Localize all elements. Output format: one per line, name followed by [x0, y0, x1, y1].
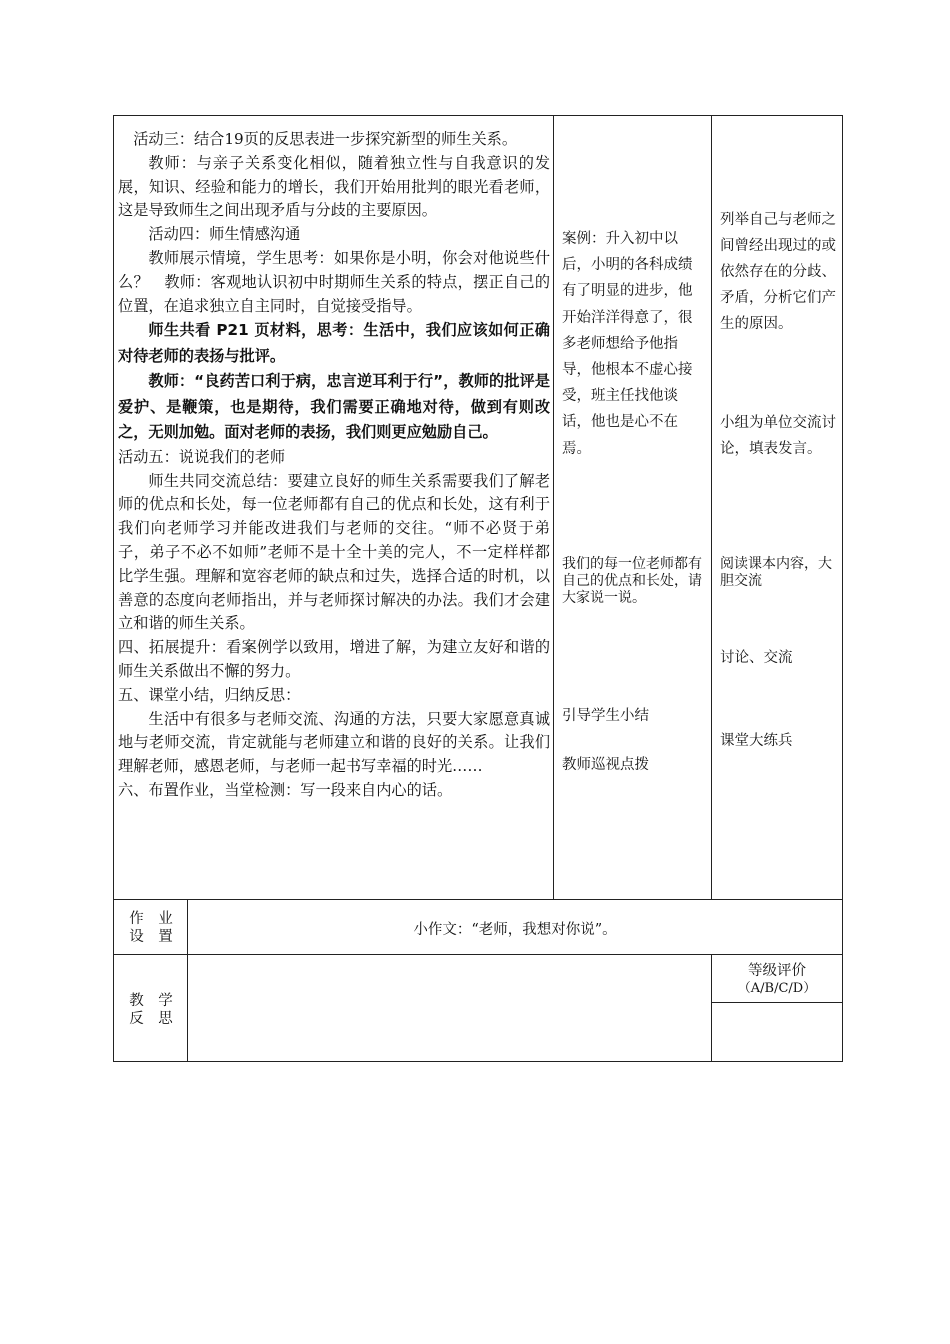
activity-five-heading: 活动五：说说我们的老师 [118, 447, 286, 466]
teacher-text-1: 教师：与亲子关系变化相似，随着独立性与自我意识的发展，知识、经验和能力的增长，我们开始用批判的眼光看老师，这是导致师生之间出现矛盾与分歧的主要原因。 [118, 153, 550, 220]
table-border-right [842, 115, 843, 1062]
grade-label: 等级评价 [748, 963, 806, 979]
case-study-text: 案例：升入初中以后，小明的各科成绩有了明显的进步，他开始洋洋得意了，很多老师想给予他指导，他根本不虚心接受，班主任找他谈话，他也是心不在焉。 [562, 231, 693, 457]
homework-label-line1: 作 业 [129, 911, 173, 927]
grade-divider [711, 1002, 843, 1003]
extension-section: 四、拓展提升：看案例学以致用，增进了解，为建立友好和谐的师生关系做出不懈的努力。 [118, 638, 550, 681]
col-divider-main [553, 115, 554, 900]
guide-summary-text: 引导学生小结 [562, 708, 649, 724]
summary-discussion-text: 师生共同交流总结：要建立良好的师生关系需要我们了解老师的优点和长处，每一位老师都有自己的优点和长处，这有利于我们向老师学习并能改进我们与老师的交往。“师不必贤于弟子，弟子不必不如师”老师不是十全十美的完人，不一定样样都比学生强。理解和宽容老师的缺点和过失，选择合适的时机，以善意的态度向老师指出，并与老师探讨解决的办法。我们才会建立和谐的师生关系。 [118, 471, 550, 633]
student-list-text: 列举自己与老师之间曾经出现过的或依然存在的分歧、矛盾，分析它们产生的原因。 [720, 212, 836, 332]
table-divider-reflection [113, 954, 843, 955]
student-practice-text: 课堂大练兵 [720, 733, 793, 749]
grade-evaluation [712, 963, 842, 997]
homework-label [115, 910, 187, 946]
teacher-scenario-text: 教师展示情境，学生思考：如果你是小明，你会对他说些什么？ 教师：客观地认识初中时期师生关系的特点，摆正自己的位置，在追求独立自主同时，自觉接受指导。 [118, 248, 550, 315]
activity-three-heading: 活动三：结合19页的反思表进一步探究新型的师生关系。 [133, 130, 518, 148]
class-summary-text: 生活中有很多与老师交流、沟通的方法，只要大家愿意真诚地与老师交流，肯定就能与老师建立和谐的良好的关系。让我们理解老师，感恩老师，与老师一起书写幸福的时光…… [118, 709, 550, 776]
activity-four-heading: 活动四：师生情感沟通 [148, 225, 301, 244]
reflection-label-line1: 教 学 [129, 993, 173, 1009]
col-divider-teacher [711, 115, 712, 900]
material-question-text: 师生共看 P21 页材料，思考：生活中，我们应该如何正确对待老师的表扬与批评。 [118, 321, 550, 365]
table-border-bottom [113, 1061, 843, 1062]
teacher-patrol-text: 教师巡视点拨 [562, 757, 649, 773]
table-border-top [113, 115, 843, 116]
student-group-text: 小组为单位交流讨论，填表发言。 [720, 415, 836, 457]
teaching-process-column [118, 128, 550, 803]
reflection-label-line2: 反 思 [129, 1011, 173, 1027]
homework-label-line2: 设 置 [129, 929, 173, 945]
teacher-prompt-text: 我们的每一位老师都有自己的优点和长处，请大家说一说。 [562, 556, 702, 606]
table-divider-homework [113, 899, 843, 900]
grade-options: （A/B/C/D） [737, 981, 817, 996]
table-border-left [113, 115, 114, 1062]
teacher-quote-text: 教师：“良药苦口利于病，忠言逆耳利于行”，教师的批评是爱护、是鞭策，也是期待，我们需要正确地对待，做到有则改之，无则加勉。面对老师的表扬，我们则更应勉励自己。 [118, 372, 550, 442]
class-summary-heading: 五、课堂小结，归纳反思： [118, 685, 301, 704]
homework-content: 小作文：“老师，我想对你说”。 [413, 922, 617, 938]
reflection-label [115, 992, 187, 1028]
student-read-text: 阅读课本内容，大胆交流 [720, 556, 832, 589]
student-discuss-text: 讨论、交流 [720, 650, 793, 666]
homework-check-text: 六、布置作业，当堂检测：写一段来自内心的话。 [118, 781, 453, 800]
